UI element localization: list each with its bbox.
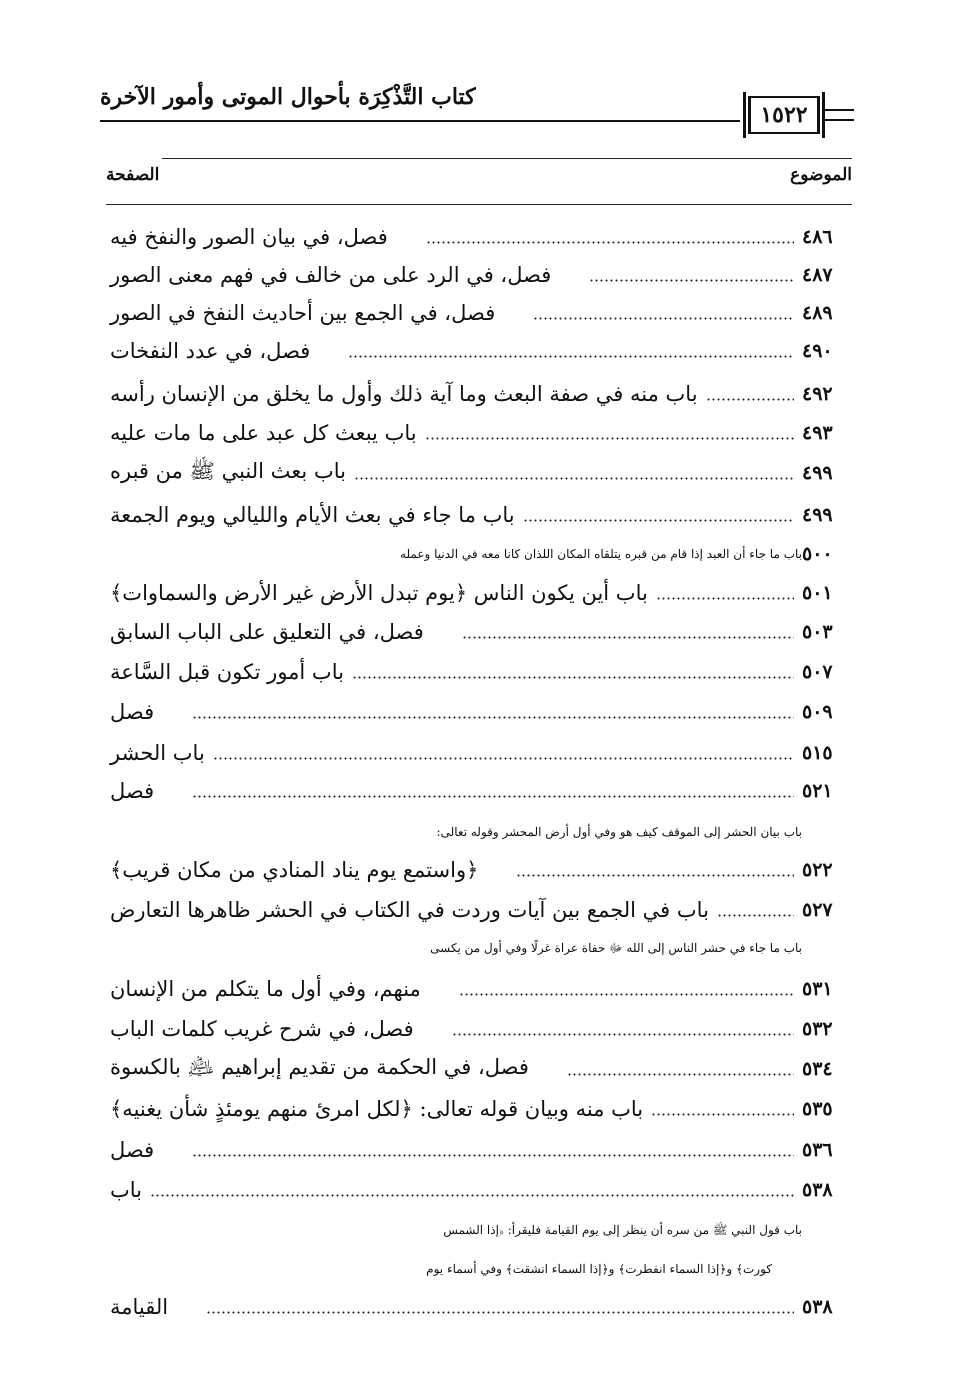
toc-entry[interactable]: [104, 375, 854, 413]
toc-entry-title: باب ما جاء في بعث الأيام والليالي ويوم الجمعة: [110, 503, 515, 527]
toc-entry-page: ٤٨٦: [802, 226, 833, 248]
column-heading-subject: الموضوع: [790, 165, 852, 185]
dot-leader: [567, 1069, 794, 1079]
toc-entry[interactable]: [104, 1171, 854, 1209]
toc-entry[interactable]: [104, 1250, 854, 1288]
dot-leader: [348, 351, 794, 361]
toc-entry-title: فصل، في التعليق على الباب السابق: [110, 620, 424, 644]
toc-entry-page: ٤٩٢: [802, 383, 833, 405]
toc-entry[interactable]: [104, 693, 854, 731]
dot-leader: [523, 515, 794, 525]
toc-entry-page: ٥٢٢: [802, 859, 833, 881]
toc-entry-page: ٤٩٩: [802, 504, 833, 526]
toc-entry[interactable]: [104, 574, 854, 612]
toc-entry-page: ٤٩٠: [802, 340, 833, 362]
toc-entry-page: ٥٣٥: [802, 1098, 833, 1120]
column-heading-page: الصفحة: [106, 165, 160, 185]
toc-entry-title: ﴿واستمع يوم يناد المنادي من مكان قريب﴾: [110, 858, 479, 882]
dot-leader: [656, 593, 794, 603]
toc-entry-page: ٥٠٣: [802, 621, 833, 643]
page-number: ١٥٢٢: [748, 96, 820, 134]
dot-leader: [459, 989, 794, 999]
dot-leader: [206, 1307, 794, 1317]
dot-leader: [533, 313, 794, 323]
toc-entry[interactable]: [104, 1010, 854, 1048]
toc-entry[interactable]: [104, 653, 854, 691]
dot-leader: [192, 712, 794, 722]
column-header-top-rule: [162, 158, 852, 159]
header-rule: [100, 120, 740, 122]
dot-leader: [352, 672, 794, 682]
toc-entry-title: باب قول النبي ﷺ من سره أن ينظر إلى يوم القيامة فليقرأ: ﴿إذا الشمس: [443, 1222, 802, 1237]
toc-entry-title: باب في الجمع بين آيات وردت في الكتاب في الحشر ظاهرها التعارض: [110, 898, 709, 922]
toc-entry[interactable]: [104, 1131, 854, 1169]
toc-entry[interactable]: [104, 454, 854, 492]
dot-leader: [150, 1190, 794, 1200]
dot-leader: [192, 1150, 794, 1160]
toc-entry-title: باب أين يكون الناس ﴿يوم تبدل الأرض غير الأرض والسماوات﴾: [110, 581, 648, 605]
toc-entry[interactable]: [104, 332, 854, 370]
toc-entry-title: باب ما جاء أن العبد إذا قام من قبره يتلقاه المكان اللذان كانا معه في الدنيا وعمله: [400, 547, 802, 561]
toc-entry-title: القيامة: [110, 1295, 169, 1319]
toc-entry-page: ٥٠٠: [802, 543, 833, 565]
toc-entry-title: فصل، في الجمع بين أحاديث النفخ في الصور: [110, 301, 496, 325]
toc-entry[interactable]: [104, 734, 854, 772]
toc-entry-title: كورت﴾ و﴿إذا السماء انفطرت﴾ و﴿إذا السماء انشقت﴾ وفي أسماء يوم: [426, 1262, 772, 1276]
toc-entry-title: فصل، في الرد على من خالف في فهم معنى الصور: [110, 263, 552, 287]
toc-entry[interactable]: [104, 294, 854, 332]
toc-entry-title: باب بعث النبي ﷺ من قبره: [110, 458, 346, 483]
toc-entry-title: باب بيان الحشر إلى الموقف كيف هو وفي أول أرض المحشر وقوله تعالى:: [436, 825, 802, 839]
toc-entry-page: ٥٣١: [802, 978, 833, 1000]
dot-leader: [213, 753, 794, 763]
dot-leader: [651, 1109, 794, 1119]
toc-entry[interactable]: [104, 1212, 854, 1250]
toc-entry-page: ٥٢٧: [802, 899, 833, 921]
toc-entry[interactable]: [104, 970, 854, 1008]
toc-entry-page: ٥٠٧: [802, 661, 833, 683]
dot-leader: [589, 275, 794, 285]
toc-entry-title: فصل: [110, 1138, 155, 1162]
toc-entry[interactable]: [104, 1288, 854, 1326]
toc-entry[interactable]: [104, 1050, 854, 1088]
dot-leader: [354, 473, 794, 483]
toc-entry-page: ٥٣٨: [802, 1296, 833, 1318]
toc-entry[interactable]: [104, 256, 854, 294]
toc-entry[interactable]: [104, 930, 854, 968]
toc-entry-title: فصل، في بيان الصور والنفخ فيه: [110, 225, 388, 249]
dot-leader: [192, 791, 794, 801]
toc-entry-title: فصل، في شرح غريب كلمات الباب: [110, 1017, 414, 1041]
toc-entry-page: ٥٣٨: [802, 1179, 833, 1201]
toc-entry-title: باب الحشر: [110, 741, 205, 765]
toc-entry-title: باب منه وبيان قوله تعالى: ﴿لكل امرئ منهم يومئذٍ شأن يغنيه﴾: [110, 1097, 644, 1121]
toc-entry-title: فصل، في الحكمة من تقديم إبراهيم ﵇ بالكسوة: [110, 1054, 529, 1079]
toc-entry[interactable]: [104, 851, 854, 889]
dot-leader: [706, 394, 794, 404]
toc-entry-title: باب منه في صفة البعث وما آية ذلك وأول ما يخلق من الإنسان رأسه: [110, 382, 698, 406]
dot-leader: [452, 1029, 794, 1039]
toc-entry-title: باب أمور تكون قبل السَّاعة: [110, 660, 344, 684]
toc-entry-page: ٥٣٦: [802, 1139, 833, 1161]
toc-entry-page: ٥١٥: [802, 742, 833, 764]
page-header: [100, 80, 854, 150]
toc-entry[interactable]: [104, 535, 854, 573]
toc-entry-page: ٤٩٣: [802, 422, 833, 444]
toc-entry[interactable]: [104, 772, 854, 810]
toc-entry-page: ٥٣٤: [802, 1058, 833, 1080]
toc-entry-page: ٤٨٧: [802, 264, 833, 286]
toc-entry-page: ٤٩٩: [802, 462, 833, 484]
toc-entry-title: باب ما جاء في حشر الناس إلى الله ﷻ حفاة عراة غرلًا وفي أول من يكسى: [430, 940, 802, 955]
toc-entry[interactable]: [104, 891, 854, 929]
toc-entry[interactable]: [104, 813, 854, 851]
book-title: كتاب التَّذْكِرَة بأحوال الموتى وأمور الآخرة: [100, 84, 476, 110]
toc-entry-title: باب: [110, 1178, 143, 1202]
toc-entry-page: ٥٢١: [802, 780, 833, 802]
toc-entry-page: ٥٣٢: [802, 1018, 833, 1040]
toc-entry-title: فصل، في عدد النفخات: [110, 339, 311, 363]
dot-leader: [462, 632, 794, 642]
dot-leader: [425, 433, 794, 443]
toc-entry-title: باب يبعث كل عبد على ما مات عليه: [110, 421, 417, 445]
toc-entry[interactable]: [104, 613, 854, 651]
dot-leader: [516, 870, 794, 880]
toc-entry[interactable]: [104, 218, 854, 256]
column-header-bottom-rule: [106, 204, 852, 205]
toc-entry[interactable]: [104, 414, 854, 452]
dot-leader: [717, 910, 794, 920]
toc-entry-page: ٤٨٩: [802, 302, 833, 324]
toc-entry-title: منهم، وفي أول ما يتكلم من الإنسان: [110, 977, 421, 1001]
toc-entry-title: فصل: [110, 779, 155, 803]
dot-leader: [426, 237, 794, 247]
toc-entry[interactable]: [104, 496, 854, 534]
header-ornament: [824, 109, 854, 121]
toc-entry-page: ٥٠٩: [802, 701, 833, 723]
toc-entry[interactable]: [104, 1090, 854, 1128]
toc-entry-title: فصل: [110, 700, 155, 724]
toc-entry-page: ٥٠١: [802, 582, 833, 604]
